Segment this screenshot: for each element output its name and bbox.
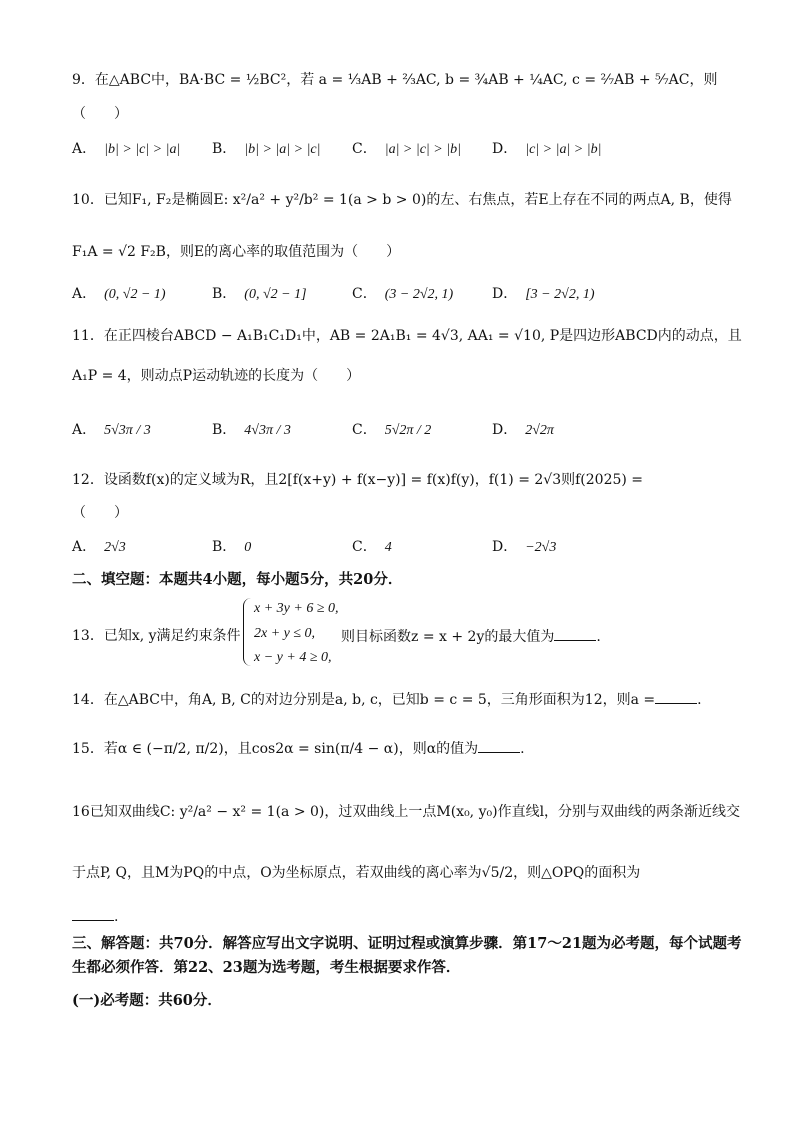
question-10-stem-line-2: F₁A = √2 F₂B，则E的离心率的取值范围为（ ） xyxy=(72,244,401,260)
question-14-end: . xyxy=(697,692,702,708)
question-13-suffix-text: 则目标函数z = x + 2y的最大值为 xyxy=(341,629,555,645)
question-16-line-3 xyxy=(72,906,734,927)
question-14-line xyxy=(72,689,734,710)
question-12-option-d[interactable] xyxy=(492,537,556,558)
question-13-constraint-2: 2x + y ≤ 0, xyxy=(254,626,316,641)
option-label: A． xyxy=(72,539,97,555)
option-text: (0, √2 − 1] xyxy=(244,287,307,302)
option-label: B． xyxy=(212,141,237,157)
question-10-option-b[interactable] xyxy=(212,284,307,305)
option-label: B． xyxy=(212,422,237,438)
section-3-heading: 三、解答题：共70分．解答应写出文字说明、证明过程或演算步骤．第17～21题为必考题，每个试题考生都必须作答．第22、23题为选考题，考生根据要求作答． xyxy=(72,935,742,976)
option-label: A． xyxy=(72,141,97,157)
question-13-suffix xyxy=(341,626,601,647)
question-13-brace xyxy=(243,598,252,666)
option-text: 2√3 xyxy=(104,540,126,555)
question-9-option-a[interactable] xyxy=(72,139,180,160)
question-12-stem-line-2: （ ） xyxy=(72,505,128,521)
option-text: 2√2π xyxy=(525,423,554,438)
question-14-text: 14．在△ABC中，角A, B, C的对边分别是a, b, c，已知b = c = 5，三角形面积为12，则a = xyxy=(72,692,656,708)
question-10-option-a[interactable] xyxy=(72,284,166,305)
option-label: D． xyxy=(492,422,518,438)
option-label: B． xyxy=(212,539,237,555)
option-text: 4 xyxy=(384,540,392,555)
question-9-stem-line-2: （ ） xyxy=(72,106,128,122)
question-16-line-2: 于点P, Q，且M为PQ的中点，O为坐标原点，若双曲线的离心率为√5/2，则△OPQ的面积为 xyxy=(72,865,641,881)
question-15-end: . xyxy=(520,741,525,757)
question-13-end: . xyxy=(596,629,601,645)
question-11-option-d[interactable] xyxy=(492,420,554,441)
question-10-option-d[interactable] xyxy=(492,284,594,305)
question-10-stem-line-1: 10．已知F₁, F₂是椭圆E: x²/a² + y²/b² = 1(a > b > 0)的左、右焦点，若E上存在不同的两点A, B，使得 xyxy=(72,192,732,208)
question-12-stem-line-1: 12．设函数f(x)的定义域为R，且2[f(x+y) + f(x−y)] = f(x)f(y)，f(1) = 2√3则f(2025) = xyxy=(72,472,644,488)
option-label: D． xyxy=(492,286,518,302)
option-text: [3 − 2√2, 1) xyxy=(525,287,595,302)
question-12-option-b[interactable] xyxy=(212,537,251,558)
question-15-line xyxy=(72,738,734,759)
option-text: |b| > |a| > |c| xyxy=(244,142,321,157)
option-label: D． xyxy=(492,141,518,157)
question-12-option-c[interactable] xyxy=(352,537,392,558)
option-text: 5√3π / 3 xyxy=(104,423,151,438)
question-13-answer-blank[interactable] xyxy=(554,626,596,641)
question-14-answer-blank[interactable] xyxy=(655,689,697,704)
question-15-answer-blank[interactable] xyxy=(478,738,520,753)
option-text: |c| > |a| > |b| xyxy=(525,142,602,157)
option-label: A． xyxy=(72,286,97,302)
question-13-prefix: 13．已知x, y满足约束条件 xyxy=(72,628,241,644)
option-label: C． xyxy=(352,422,377,438)
option-label: C． xyxy=(352,141,377,157)
option-text: (3 − 2√2, 1) xyxy=(384,287,454,302)
question-13-constraint-3: x − y + 4 ≥ 0, xyxy=(254,650,332,665)
option-text: 4√3π / 3 xyxy=(244,423,291,438)
question-11-stem-line-1: 11．在正四棱台ABCD − A₁B₁C₁D₁中，AB = 2A₁B₁ = 4√3, AA₁ = √10, P是四边形ABCD内的动点，且 xyxy=(72,328,742,344)
question-13-constraint-1: x + 3y + 6 ≥ 0, xyxy=(254,601,339,616)
question-11-option-b[interactable] xyxy=(212,420,291,441)
question-9-option-c[interactable] xyxy=(352,139,461,160)
option-label: A． xyxy=(72,422,97,438)
option-text: −2√3 xyxy=(525,540,557,555)
question-9-option-d[interactable] xyxy=(492,139,601,160)
option-label: C． xyxy=(352,539,377,555)
option-text: (0, √2 − 1) xyxy=(104,287,166,302)
question-11-stem-line-2: A₁P = 4，则动点P运动轨迹的长度为（ ） xyxy=(72,368,361,384)
option-label: C． xyxy=(352,286,377,302)
question-12-option-a[interactable] xyxy=(72,537,126,558)
option-text: 5√2π / 2 xyxy=(384,423,432,438)
option-text: |b| > |c| > |a| xyxy=(104,142,181,157)
required-questions-heading: (一)必考题：共60分． xyxy=(72,992,222,1009)
question-11-option-a[interactable] xyxy=(72,420,151,441)
question-11-option-c[interactable] xyxy=(352,420,431,441)
question-16-answer-blank[interactable] xyxy=(72,906,114,921)
question-9-option-b[interactable] xyxy=(212,139,321,160)
question-10-option-c[interactable] xyxy=(352,284,453,305)
question-16-end: . xyxy=(114,909,119,925)
question-15-text: 15．若α ∈ (−π/2, π/2)，且cos2α = sin(π/4 − α)，则α的值为 xyxy=(72,741,479,757)
section-2-heading: 二、填空题：本题共4小题，每小题5分，共20分． xyxy=(72,571,403,588)
option-text: |a| > |c| > |b| xyxy=(384,142,461,157)
option-text: 0 xyxy=(244,540,252,555)
question-16-line-1: 16已知双曲线C: y²/a² − x² = 1(a > 0)，过双曲线上一点M(x₀, y₀)作直线l，分别与双曲线的两条渐近线交 xyxy=(72,804,741,820)
question-9-stem-line-1: 9．在△ABC中，BA·BC = ½BC²，若 a = ⅓AB + ⅔AC, b = ¾AB + ¼AC, c = ²⁄₇AB + ⁵⁄₇AC，则 xyxy=(72,72,718,88)
option-label: D． xyxy=(492,539,518,555)
option-label: B． xyxy=(212,286,237,302)
